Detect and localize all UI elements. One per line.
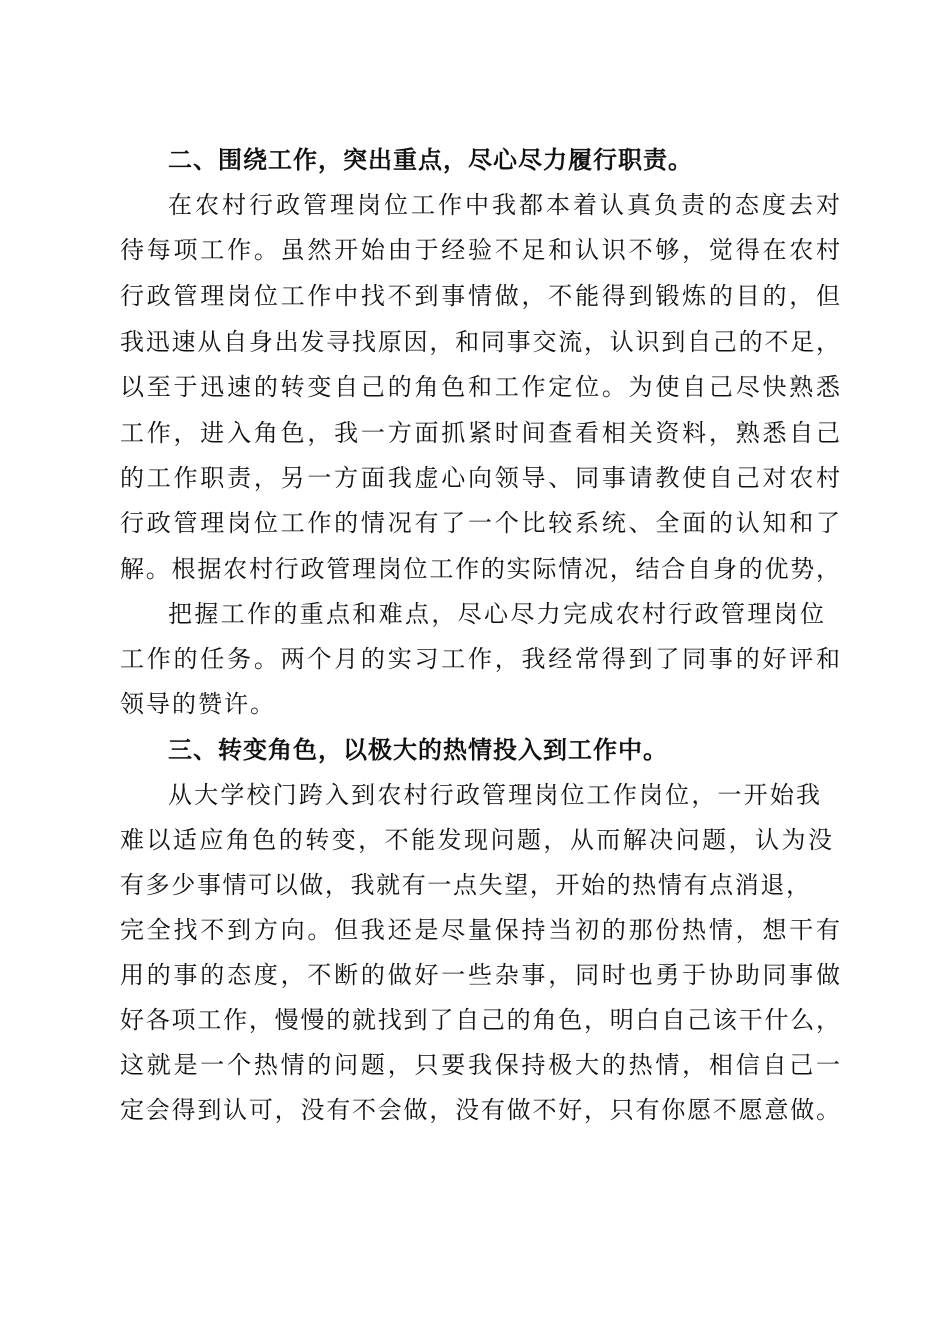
paragraph-line: 把握工作的重点和难点，尽心尽力完成农村行政管理岗位 (168, 600, 824, 628)
paragraph-line: 有多少事情可以做，我就有一点失望，开始的热情有点消退， (120, 871, 810, 899)
paragraph-line: 难以适应角色的转变，不能发现问题，从而解决问题，认为没 (120, 826, 832, 854)
paragraph-line: 以至于迅速的转变自己的角色和工作定位。为使自己尽快熟悉 (120, 373, 840, 401)
paragraph-line: 好各项工作，慢慢的就找到了自己的角色，明白自己该干什么， (120, 1006, 840, 1034)
paragraph-line: 解。根据农村行政管理岗位工作的实际情况，结合自身的优势， (120, 555, 840, 583)
paragraph-line: 这就是一个热情的问题，只要我保持极大的热情，相信自己一 (120, 1051, 840, 1079)
paragraph-line: 领导的赞许。 (120, 690, 276, 718)
paragraph-line: 完全找不到方向。但我还是尽量保持当初的那份热情，想干有 (120, 916, 840, 944)
paragraph-line: 用的事的态度，不断的做好一些杂事，同时也勇于协助同事做 (120, 961, 840, 989)
paragraph-line: 定会得到认可，没有不会做，没有做不好，只有你愿不愿意做。 (120, 1096, 840, 1124)
paragraph-line: 待每项工作。虽然开始由于经验不足和认识不够，觉得在农村 (120, 236, 840, 264)
paragraph-line: 从大学校门跨入到农村行政管理岗位工作岗位，一开始我 (168, 781, 820, 809)
paragraph-line: 工作，进入角色，我一方面抓紧时间查看相关资料，熟悉自己 (120, 419, 840, 447)
paragraph-line: 行政管理岗位工作中找不到事情做，不能得到锻炼的目的，但 (120, 282, 840, 310)
section-heading-3: 三、转变角色，以极大的热情投入到工作中。 (168, 736, 668, 764)
paragraph-line: 工作的任务。两个月的实习工作，我经常得到了同事的好评和 (120, 645, 840, 673)
paragraph-line: 我迅速从自身出发寻找原因，和同事交流，认识到自己的不足， (120, 328, 840, 356)
section-heading-2: 二、围绕工作，突出重点，尽心尽力履行职责。 (168, 146, 693, 174)
paragraph-line: 在农村行政管理岗位工作中我都本着认真负责的态度去对 (168, 191, 840, 219)
paragraph-line: 的工作职责，另一方面我虚心向领导、同事请教使自己对农村 (120, 464, 840, 492)
paragraph-line: 行政管理岗位工作的情况有了一个比较系统、全面的认知和了 (120, 509, 840, 537)
